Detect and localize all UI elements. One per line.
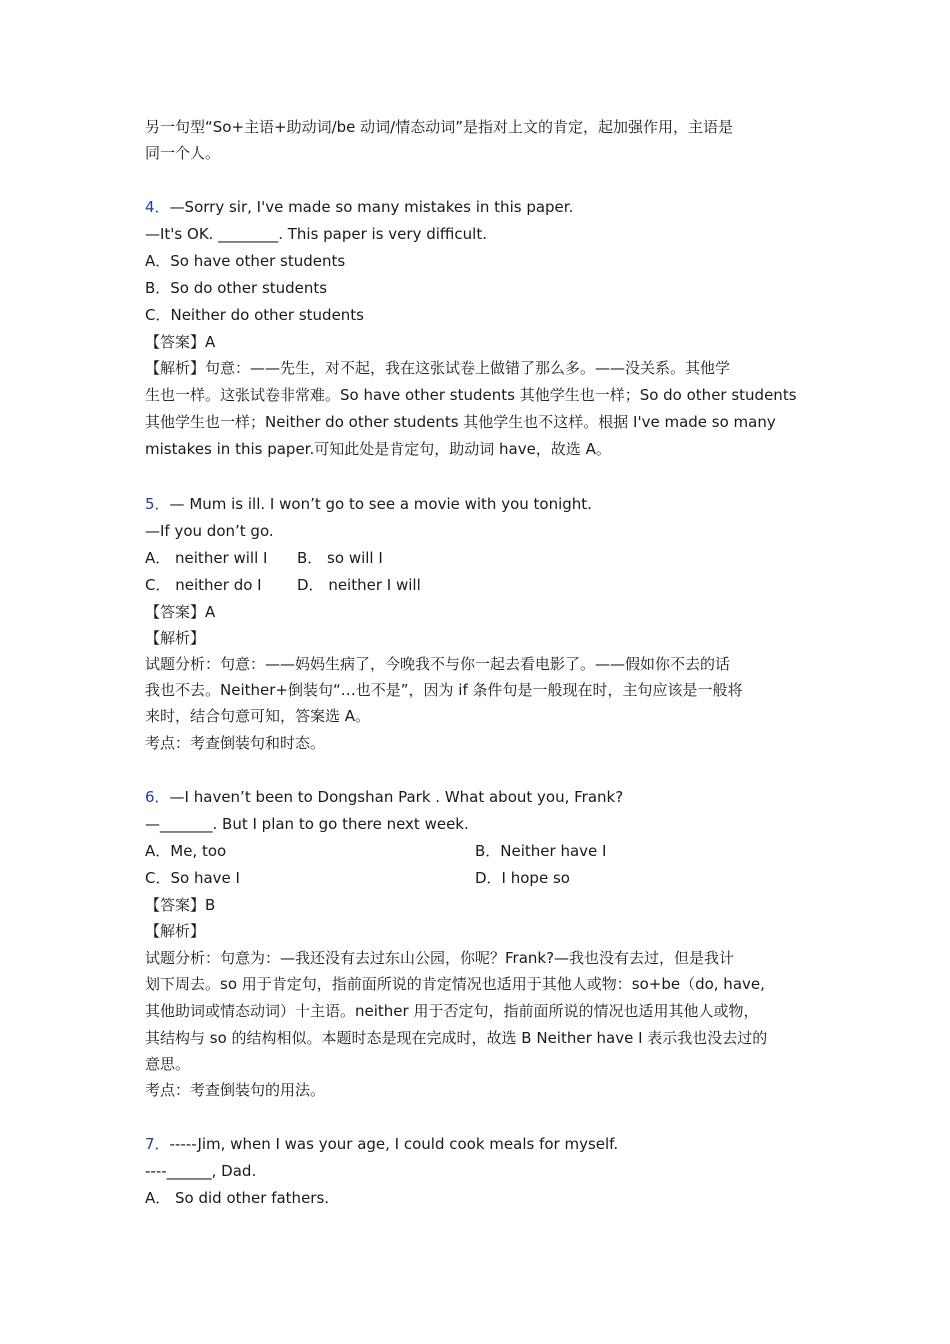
explanation-line: mistakes in this paper.可知此处是肯定句，助动词 have，故选 A。 [145, 440, 611, 458]
question-7-stem: 7．-----Jim, when I was your age, I could cook meals for myself. [145, 1135, 619, 1153]
option-a: A．Me, too [145, 842, 227, 860]
explanation-line: 试题分析：句意：——妈妈生病了，今晚我不与你一起去看电影了。——假如你不去的话 [145, 655, 731, 673]
explanation-line: 划下周去。so 用于肯定句，指前面所说的肯定情况也适用于其他人或物：so+be（do, have, [145, 975, 765, 993]
explanation-line: 生也一样。这张试卷非常难。So have other students 其他学生也一样；So do other students [145, 386, 797, 404]
explanation-line: 其他学生也一样；Neither do other students 其他学生也不这样。根据 I've made so many [145, 413, 776, 431]
option-a: A． So did other fathers. [145, 1189, 330, 1207]
option-d: D． neither I will [297, 576, 421, 594]
explanation-line: 其结构与 so 的结构相似。本题时态是现在完成时，故选 B Neither have I 表示我也没去过的 [145, 1029, 768, 1047]
question-stem-line: —If you don’t go. [145, 522, 274, 540]
question-6-stem: 6．—I haven’t been to Dongshan Park . What about you, Frank? [145, 788, 624, 806]
question-number: 7． [145, 1135, 170, 1153]
explanation-line: 我也不去。Neither+倒装句“…也不是”，因为 if 条件句是一般现在时，主句应该是一般将 [145, 681, 743, 699]
intro-line: 另一句型“So+主语+助动词/be 动词/情态动词”是指对上文的肯定，起加强作用，主语是 [145, 118, 734, 136]
question-stem-line: —_______. But I plan to go there next week. [145, 815, 469, 833]
question-number: 6． [145, 788, 170, 806]
question-4-stem: 4．—Sorry sir, I've made so many mistakes in this paper. [145, 198, 574, 216]
explanation-line: 来时，结合句意可知，答案选 A。 [145, 707, 371, 725]
option-a: A．So have other students [145, 252, 346, 270]
question-5-stem: 5．— Mum is ill. I won’t go to see a movie with you tonight. [145, 495, 592, 513]
question-stem-line: —It's OK. ________. This paper is very difficult. [145, 225, 487, 243]
explanation-heading: 【解析】 [145, 922, 206, 940]
explanation-line: 试题分析：句意为：—我还没有去过东山公园，你呢？Frank?—我也没有去过，但是我计 [145, 949, 735, 967]
explanation-line: 其他助词或情态动词）十主语。neither 用于否定句，指前面所说的情况也适用其他人或物， [145, 1002, 759, 1020]
key-point: 考点：考查倒装句的用法。 [145, 1081, 326, 1099]
option-b: B．So do other students [145, 279, 328, 297]
option-a: A． neither will I [145, 549, 268, 567]
option-c: C．Neither do other students [145, 306, 364, 324]
answer: 【答案】B [145, 896, 216, 914]
option-d: D．I hope so [475, 869, 570, 887]
option-b: B．Neither have I [475, 842, 607, 860]
answer: 【答案】A [145, 333, 216, 351]
key-point: 考点：考查倒装句和时态。 [145, 734, 326, 752]
explanation-line: 【解析】句意：——先生，对不起，我在这张试卷上做错了那么多。——没关系。其他学 [145, 359, 731, 377]
option-c: C． neither do I [145, 576, 262, 594]
question-number: 5． [145, 495, 170, 513]
option-c: C．So have I [145, 869, 240, 887]
option-b: B． so will I [297, 549, 383, 567]
question-number: 4． [145, 198, 170, 216]
explanation-line: 意思。 [145, 1055, 191, 1073]
intro-line: 同一个人。 [145, 144, 221, 162]
answer: 【答案】A [145, 603, 216, 621]
explanation-heading: 【解析】 [145, 629, 206, 647]
question-stem-line: ----______, Dad. [145, 1162, 257, 1180]
